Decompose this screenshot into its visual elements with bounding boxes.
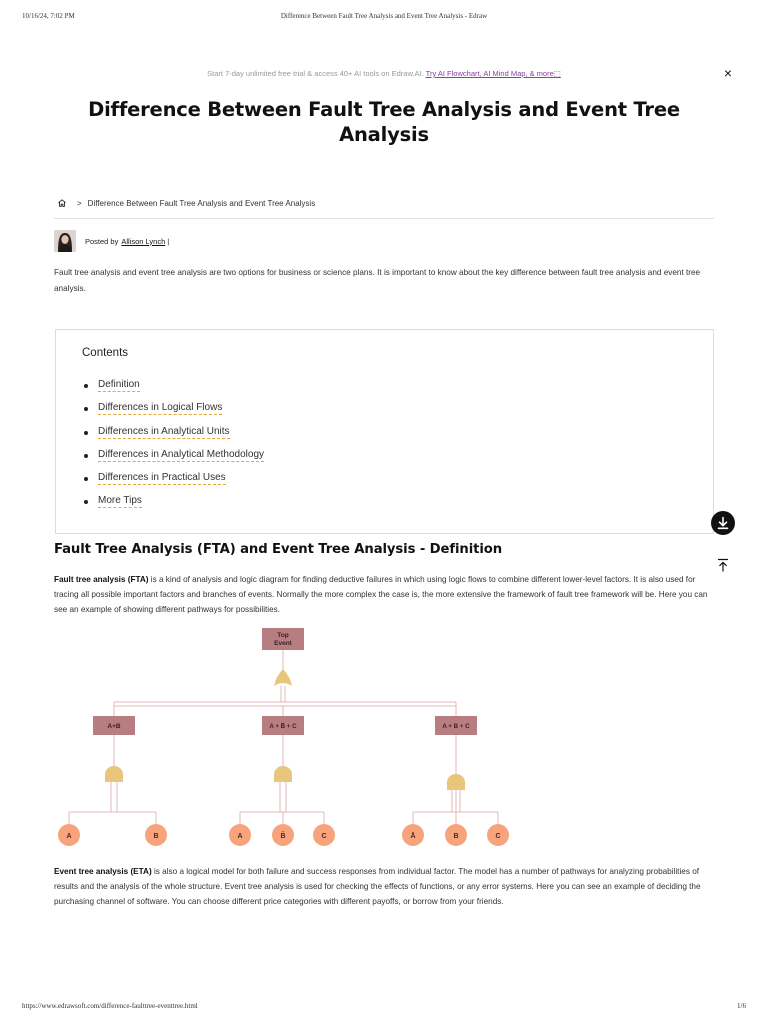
leaf-label: B̄ xyxy=(280,833,286,840)
home-icon[interactable] xyxy=(57,198,67,208)
arrow-up-icon xyxy=(715,557,731,573)
promo-text: Start 7-day unlimited free trial & access 40+ AI tools on Edraw.AI. xyxy=(207,69,424,78)
eta-term: Event tree analysis (ETA) xyxy=(54,867,152,876)
breadcrumb-separator: > xyxy=(77,198,82,208)
toc-link-practical-uses[interactable]: Differences in Practical Uses xyxy=(98,472,226,484)
eta-text: is also a logical model for both failure and success responses from individual factor. The model has a number of pathways for analyzing probabilities of results and the analysis of the whole structure. Event tree analysis is used for checking the effects of functions, or any error systems. Here you can see an example of deciding the purchasing channel of software. You can choose different price categories with different payoffs, or borrow from your friends. xyxy=(54,867,701,906)
top-event-label-line1: Top xyxy=(277,632,289,639)
or-gate-icon xyxy=(274,669,292,686)
toc-item xyxy=(82,449,264,472)
node-label-a-plus-b: A+B xyxy=(107,723,121,730)
toc-list xyxy=(82,379,264,519)
eta-paragraph xyxy=(54,864,718,909)
bullet-icon xyxy=(84,431,88,435)
leaf-label: A xyxy=(237,833,243,840)
toc-item xyxy=(82,402,264,425)
and-gate-icon xyxy=(274,766,292,782)
section-heading-definition: Fault Tree Analysis (FTA) and Event Tree Analysis - Definition xyxy=(54,542,503,557)
promo-banner xyxy=(0,69,768,78)
leaf-label: C xyxy=(321,833,327,840)
and-gate-icon xyxy=(447,774,465,790)
author-line xyxy=(54,230,169,252)
bullet-icon xyxy=(84,407,88,411)
author-prefix: Posted by xyxy=(85,236,119,246)
leaf-label: A xyxy=(66,833,72,840)
bullet-icon xyxy=(84,500,88,504)
top-event-label-line2: Event xyxy=(274,640,292,647)
promo-link[interactable]: Try AI Flowchart, AI Mind Map, & more⬚ xyxy=(425,69,561,78)
print-doc-title: Difference Between Fault Tree Analysis and Event Tree Analysis - Edraw xyxy=(280,12,488,20)
toc-link-logical-flows[interactable]: Differences in Logical Flows xyxy=(98,402,223,414)
toc-item xyxy=(82,495,264,518)
node-label-a-plus-bbar-plus-c: A + B̄ + C xyxy=(269,723,297,730)
toc-item xyxy=(82,472,264,495)
page-title: Difference Between Fault Tree Analysis and Event Tree Analysis xyxy=(88,98,680,146)
download-icon xyxy=(711,511,735,535)
print-timestamp: 10/16/24, 7:02 PM xyxy=(22,12,75,20)
divider xyxy=(54,218,714,219)
bullet-icon xyxy=(84,477,88,481)
print-page-number: 1/6 xyxy=(737,1002,746,1010)
fta-text: is a kind of analysis and logic diagram for finding deductive failures in which using logic flows to combine different lower-level factors. It is also used for tracing all possible important factors and branches of events. Normally the more complex the case is, the more extensive the framework of fault tree framework will be. Here you can see an example of showing different pathways for possibilities. xyxy=(54,575,708,614)
fault-tree-diagram xyxy=(54,622,554,854)
author-name-link[interactable]: Allison Lynch xyxy=(121,236,166,246)
toc-item xyxy=(82,379,264,402)
avatar xyxy=(54,230,76,252)
leaf-label: B xyxy=(153,833,159,840)
bullet-icon xyxy=(84,454,88,458)
and-gate-icon xyxy=(105,766,123,782)
toc-item xyxy=(82,426,264,449)
author-suffix: | xyxy=(167,236,170,246)
breadcrumb-current: Difference Between Fault Tree Analysis and Event Tree Analysis xyxy=(87,198,316,208)
toc-link-analytical-methodology[interactable]: Differences in Analytical Methodology xyxy=(98,448,265,460)
node-label-a-plus-b-plus-c: A + B + C xyxy=(442,723,470,730)
download-button[interactable] xyxy=(711,511,735,535)
toc-link-definition[interactable]: Definition xyxy=(98,379,140,390)
fta-term: Fault tree analysis (FTA) xyxy=(54,575,149,584)
leaf-label: B xyxy=(453,833,459,840)
toc-title: Contents xyxy=(82,347,129,359)
intro-paragraph: Fault tree analysis and event tree analysis are two options for business or science plans. It is important to know about the key difference between fault tree analysis and event tree analysis. xyxy=(54,268,701,293)
print-url: https://www.edrawsoft.com/difference-faulttree-eventtree.html xyxy=(22,1002,198,1010)
back-to-top-button[interactable] xyxy=(715,557,731,573)
breadcrumb xyxy=(57,197,315,209)
leaf-label: C xyxy=(495,833,501,840)
close-icon[interactable]: × xyxy=(723,65,733,81)
bullet-icon xyxy=(84,384,88,388)
fta-paragraph xyxy=(54,572,718,617)
toc-link-analytical-units[interactable]: Differences in Analytical Units xyxy=(98,425,230,437)
leaf-label: Ā xyxy=(410,833,416,840)
table-of-contents xyxy=(55,329,714,534)
toc-link-more-tips[interactable]: More Tips xyxy=(98,495,142,507)
